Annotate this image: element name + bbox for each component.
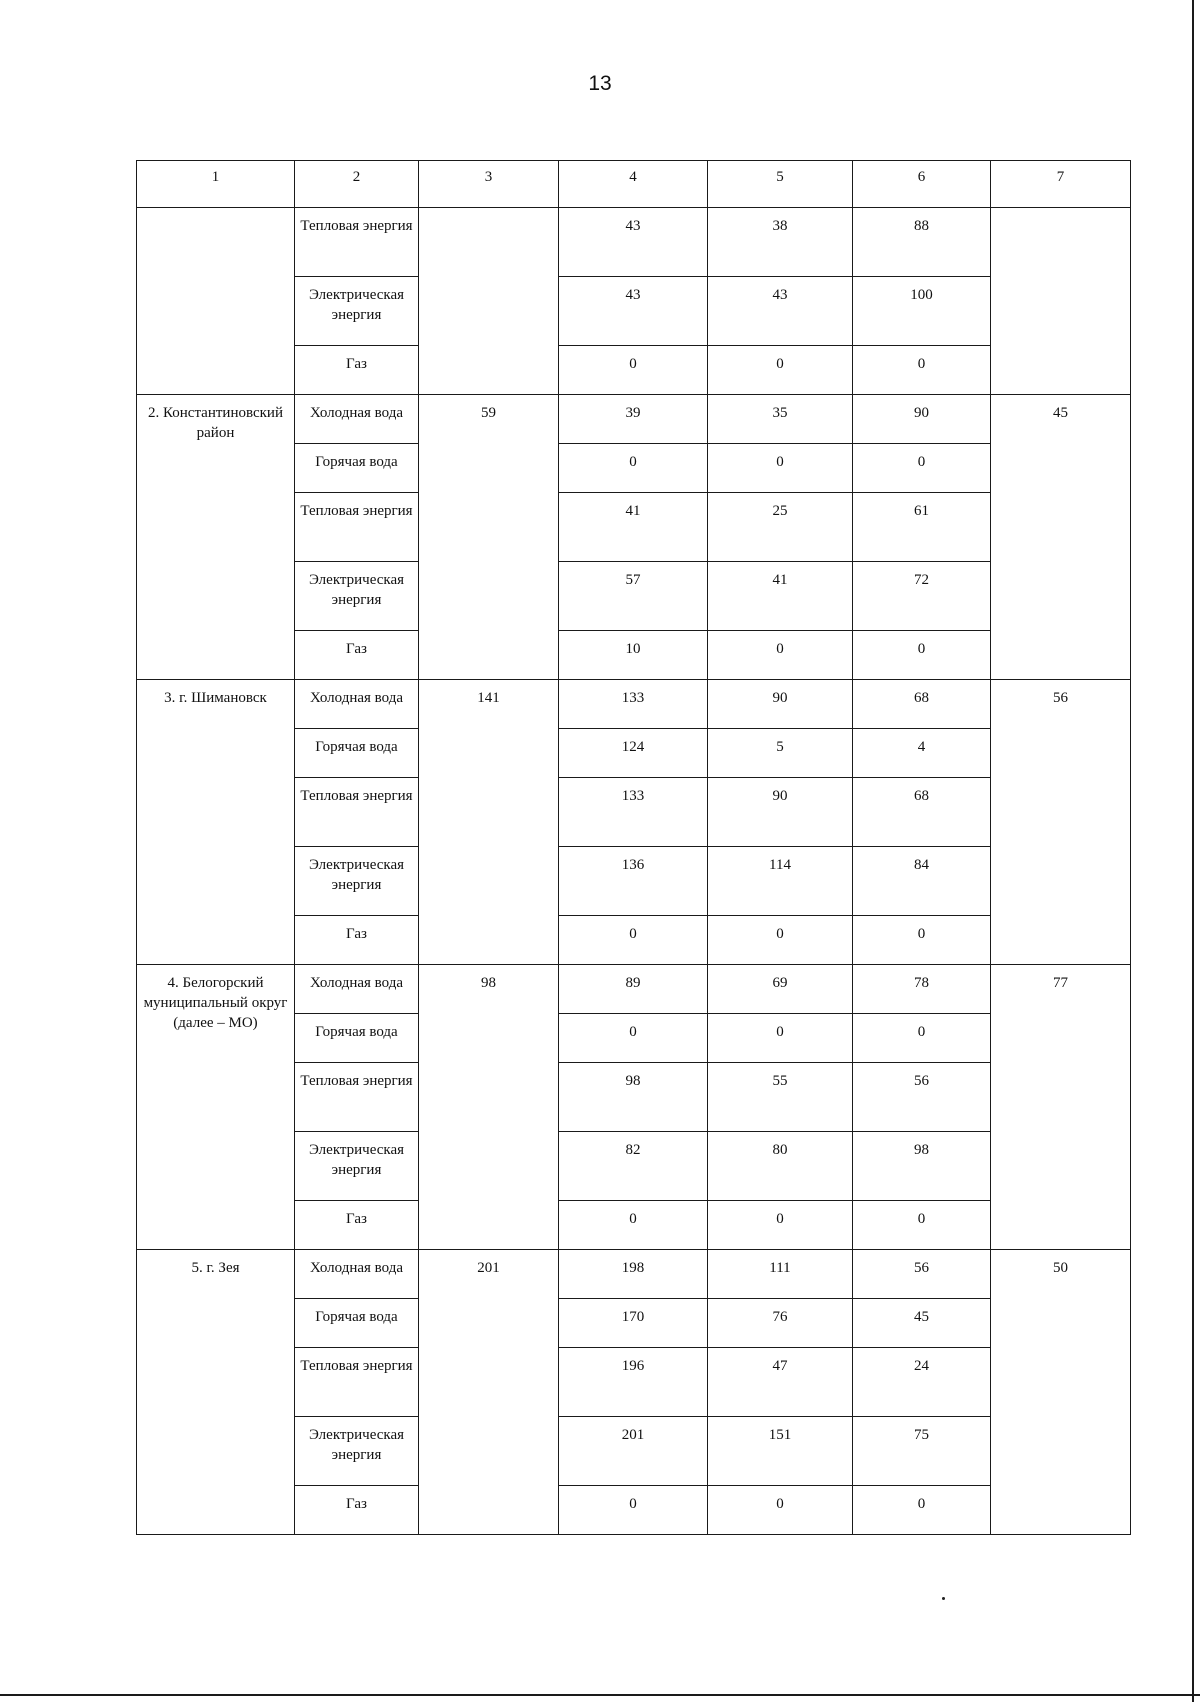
resource-cell: Холодная вода xyxy=(295,1250,419,1299)
value-cell-col5: 0 xyxy=(708,444,853,493)
value-cell-col6: 0 xyxy=(853,346,991,395)
value-cell-col4: 0 xyxy=(559,346,708,395)
resource-cell: Электрическая энергия xyxy=(295,277,419,346)
value-cell-col4: 43 xyxy=(559,277,708,346)
resource-cell: Газ xyxy=(295,1486,419,1535)
resource-cell: Газ xyxy=(295,346,419,395)
value-cell-col6: 0 xyxy=(853,631,991,680)
value-cell-col4: 0 xyxy=(559,1486,708,1535)
value-cell-col6: 0 xyxy=(853,1201,991,1250)
value-cell-col6: 61 xyxy=(853,493,991,562)
value-cell-col4: 133 xyxy=(559,680,708,729)
column-header-5: 5 xyxy=(708,161,853,208)
value-cell-col5: 114 xyxy=(708,847,853,916)
value-cell-col5: 35 xyxy=(708,395,853,444)
resource-cell: Электрическая энергия xyxy=(295,1417,419,1486)
value-cell-col5: 90 xyxy=(708,680,853,729)
value-cell-col4: 0 xyxy=(559,444,708,493)
pct-cell-empty xyxy=(991,208,1131,395)
value-cell-col4: 0 xyxy=(559,1014,708,1063)
value-cell-col6: 56 xyxy=(853,1063,991,1132)
value-cell-col4: 124 xyxy=(559,729,708,778)
value-cell-col4: 136 xyxy=(559,847,708,916)
value-cell-col6: 0 xyxy=(853,444,991,493)
column-header-4: 4 xyxy=(559,161,708,208)
value-cell-col5: 69 xyxy=(708,965,853,1014)
resource-consumption-table xyxy=(136,160,1131,1535)
value-cell-col4: 98 xyxy=(559,1063,708,1132)
value-cell-col5: 80 xyxy=(708,1132,853,1201)
district-cell: 3. г. Шимановск xyxy=(137,680,295,965)
value-cell-col6: 56 xyxy=(853,1250,991,1299)
value-cell-col5: 5 xyxy=(708,729,853,778)
value-cell-col4: 201 xyxy=(559,1417,708,1486)
table-row xyxy=(137,680,1131,729)
resource-cell: Электрическая энергия xyxy=(295,847,419,916)
resource-cell: Газ xyxy=(295,916,419,965)
value-cell-col4: 39 xyxy=(559,395,708,444)
value-cell-col6: 68 xyxy=(853,778,991,847)
resource-cell: Газ xyxy=(295,1201,419,1250)
value-cell-col4: 133 xyxy=(559,778,708,847)
value-cell-col4: 196 xyxy=(559,1348,708,1417)
resource-cell: Тепловая энергия xyxy=(295,1063,419,1132)
scan-speck xyxy=(942,1597,945,1600)
value-cell-col4: 82 xyxy=(559,1132,708,1201)
resource-cell: Горячая вода xyxy=(295,444,419,493)
pct-cell: 45 xyxy=(991,395,1131,680)
total-cell: 141 xyxy=(419,680,559,965)
value-cell-col5: 0 xyxy=(708,631,853,680)
value-cell-col6: 88 xyxy=(853,208,991,277)
district-cell: 4. Белогорский муниципальный округ (далее – МО) xyxy=(137,965,295,1250)
table-row xyxy=(137,1250,1131,1299)
pct-cell: 77 xyxy=(991,965,1131,1250)
value-cell-col6: 0 xyxy=(853,1014,991,1063)
scan-edge-right xyxy=(1192,0,1194,1702)
value-cell-col4: 43 xyxy=(559,208,708,277)
resource-cell: Холодная вода xyxy=(295,965,419,1014)
column-header-1: 1 xyxy=(137,161,295,208)
resource-cell: Холодная вода xyxy=(295,395,419,444)
resource-cell: Горячая вода xyxy=(295,729,419,778)
value-cell-col6: 90 xyxy=(853,395,991,444)
table-row xyxy=(137,395,1131,444)
resource-cell: Горячая вода xyxy=(295,1014,419,1063)
value-cell-col6: 84 xyxy=(853,847,991,916)
value-cell-col5: 0 xyxy=(708,346,853,395)
value-cell-col5: 38 xyxy=(708,208,853,277)
resource-cell: Тепловая энергия xyxy=(295,493,419,562)
value-cell-col4: 198 xyxy=(559,1250,708,1299)
resource-cell: Электрическая энергия xyxy=(295,1132,419,1201)
header-row xyxy=(137,161,1131,208)
value-cell-col5: 47 xyxy=(708,1348,853,1417)
column-header-7: 7 xyxy=(991,161,1131,208)
resource-cell: Газ xyxy=(295,631,419,680)
value-cell-col6: 4 xyxy=(853,729,991,778)
total-cell-empty xyxy=(419,208,559,395)
scan-edge-bottom xyxy=(0,1694,1200,1696)
value-cell-col5: 76 xyxy=(708,1299,853,1348)
value-cell-col4: 170 xyxy=(559,1299,708,1348)
value-cell-col6: 75 xyxy=(853,1417,991,1486)
value-cell-col6: 98 xyxy=(853,1132,991,1201)
value-cell-col4: 41 xyxy=(559,493,708,562)
resource-cell: Тепловая энергия xyxy=(295,1348,419,1417)
value-cell-col5: 55 xyxy=(708,1063,853,1132)
page-number: 13 xyxy=(588,72,612,95)
value-cell-col5: 151 xyxy=(708,1417,853,1486)
value-cell-col5: 0 xyxy=(708,1014,853,1063)
value-cell-col5: 0 xyxy=(708,1486,853,1535)
value-cell-col6: 100 xyxy=(853,277,991,346)
total-cell: 59 xyxy=(419,395,559,680)
value-cell-col5: 25 xyxy=(708,493,853,562)
value-cell-col6: 0 xyxy=(853,1486,991,1535)
total-cell: 201 xyxy=(419,1250,559,1535)
resource-cell: Электрическая энергия xyxy=(295,562,419,631)
table-row xyxy=(137,965,1131,1014)
value-cell-col5: 90 xyxy=(708,778,853,847)
value-cell-col6: 78 xyxy=(853,965,991,1014)
pct-cell: 56 xyxy=(991,680,1131,965)
value-cell-col6: 72 xyxy=(853,562,991,631)
value-cell-col4: 57 xyxy=(559,562,708,631)
resource-cell: Горячая вода xyxy=(295,1299,419,1348)
value-cell-col6: 0 xyxy=(853,916,991,965)
district-cell: 2. Константиновский район xyxy=(137,395,295,680)
resource-cell: Тепловая энергия xyxy=(295,778,419,847)
district-cell-empty xyxy=(137,208,295,395)
resource-cell: Холодная вода xyxy=(295,680,419,729)
total-cell: 98 xyxy=(419,965,559,1250)
value-cell-col5: 0 xyxy=(708,916,853,965)
value-cell-col5: 0 xyxy=(708,1201,853,1250)
district-cell: 5. г. Зея xyxy=(137,1250,295,1535)
column-header-2: 2 xyxy=(295,161,419,208)
value-cell-col6: 45 xyxy=(853,1299,991,1348)
value-cell-col4: 0 xyxy=(559,1201,708,1250)
value-cell-col4: 10 xyxy=(559,631,708,680)
column-header-6: 6 xyxy=(853,161,991,208)
table-row xyxy=(137,208,1131,277)
value-cell-col5: 43 xyxy=(708,277,853,346)
value-cell-col6: 24 xyxy=(853,1348,991,1417)
table-body xyxy=(137,208,1131,1535)
value-cell-col4: 89 xyxy=(559,965,708,1014)
value-cell-col6: 68 xyxy=(853,680,991,729)
value-cell-col5: 41 xyxy=(708,562,853,631)
value-cell-col4: 0 xyxy=(559,916,708,965)
pct-cell: 50 xyxy=(991,1250,1131,1535)
column-header-3: 3 xyxy=(419,161,559,208)
resource-cell: Тепловая энергия xyxy=(295,208,419,277)
value-cell-col5: 111 xyxy=(708,1250,853,1299)
